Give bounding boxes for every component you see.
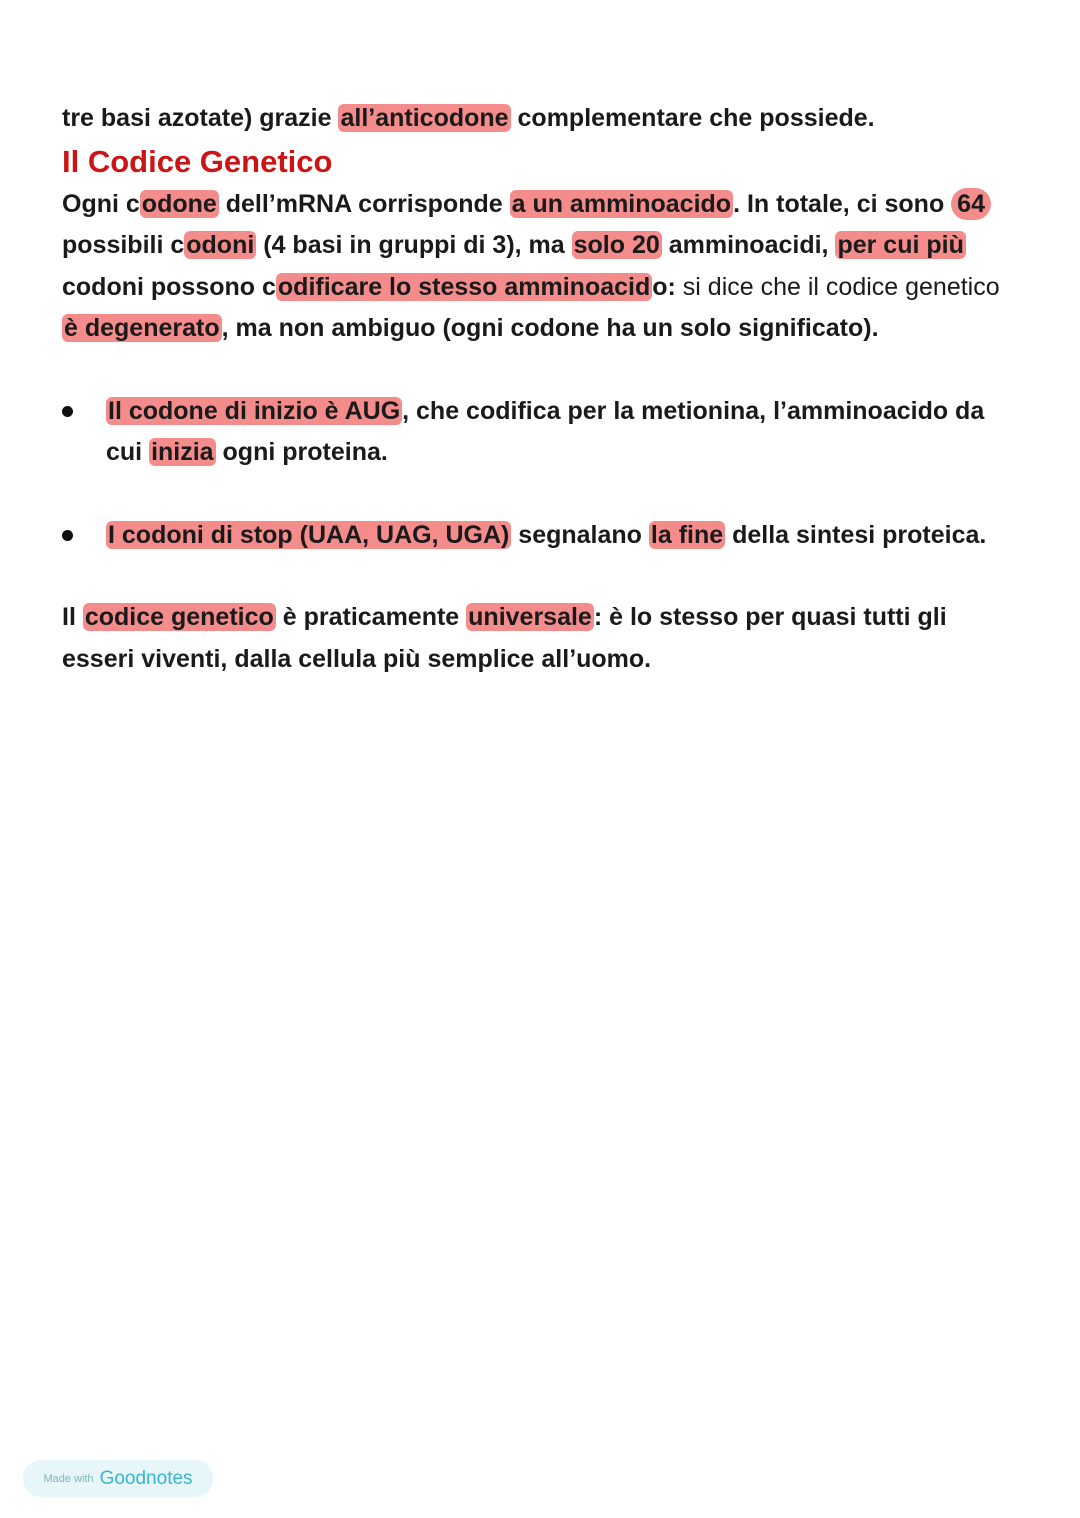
text: , ma non ambiguo (ogni codone ha un solo significato). xyxy=(221,314,879,342)
highlight: la fine xyxy=(650,520,724,549)
highlight: all’anticodone xyxy=(340,104,509,132)
circled-number: 64 xyxy=(951,188,991,220)
list-item xyxy=(62,391,1022,474)
text: della sintesi proteica. xyxy=(725,520,987,549)
text: si dice che il codice genetico xyxy=(682,272,1000,301)
text: è praticamente xyxy=(275,603,467,631)
paragraph-codons xyxy=(62,184,1022,350)
badge-prefix: Made with xyxy=(43,1472,94,1485)
bullet-icon xyxy=(62,530,73,541)
intro-line xyxy=(62,98,1022,140)
text: codoni possono c xyxy=(62,272,276,301)
highlight: odoni xyxy=(186,231,255,259)
highlight: è degenerato xyxy=(64,314,220,342)
goodnotes-logo: Goodnotes xyxy=(99,1467,193,1489)
bullet-icon xyxy=(62,406,73,417)
list-item xyxy=(62,515,1022,557)
section-heading: Il Codice Genetico xyxy=(62,143,333,179)
text: : è lo stesso per quasi tutti gli esseri viventi, dalla cellula più semplice all’uomo. xyxy=(62,603,947,673)
highlight: codice genetico xyxy=(84,603,274,631)
highlight: solo 20 xyxy=(573,231,660,259)
made-with-goodnotes-badge xyxy=(23,1460,213,1497)
text: (4 basi in gruppi di 3), ma xyxy=(256,231,572,259)
text: possibili c xyxy=(62,231,185,259)
text: segnalano xyxy=(511,520,649,549)
bullet-list xyxy=(62,391,1022,557)
highlight: a un amminoacido xyxy=(511,189,732,218)
highlight: per cui più xyxy=(837,231,964,259)
highlight: universale xyxy=(468,603,592,631)
highlight: inizia xyxy=(151,438,214,466)
text: dell’mRNA corrisponde xyxy=(218,189,510,218)
highlight: odificare lo stesso amminoacid xyxy=(277,272,651,301)
text: amminoacidi, xyxy=(661,231,836,259)
text: o: xyxy=(652,272,683,301)
paragraph-universal xyxy=(62,597,1022,680)
highlight: odone xyxy=(141,189,217,218)
document-page xyxy=(62,98,1022,680)
highlight: I codoni di stop (UAA, UAG, UGA) xyxy=(108,520,510,549)
text: Il xyxy=(62,603,83,631)
text: tre basi azotate) grazie xyxy=(62,104,339,132)
text: ogni proteina. xyxy=(215,438,388,466)
text: complementare che possiede. xyxy=(510,104,875,132)
text: Ogni c xyxy=(62,189,140,218)
text: . In totale, ci sono xyxy=(733,189,952,218)
highlight: Il codone di inizio è AUG xyxy=(108,396,401,425)
text: , che codifica per la metionina, l’amminoacido da cui xyxy=(106,396,985,466)
